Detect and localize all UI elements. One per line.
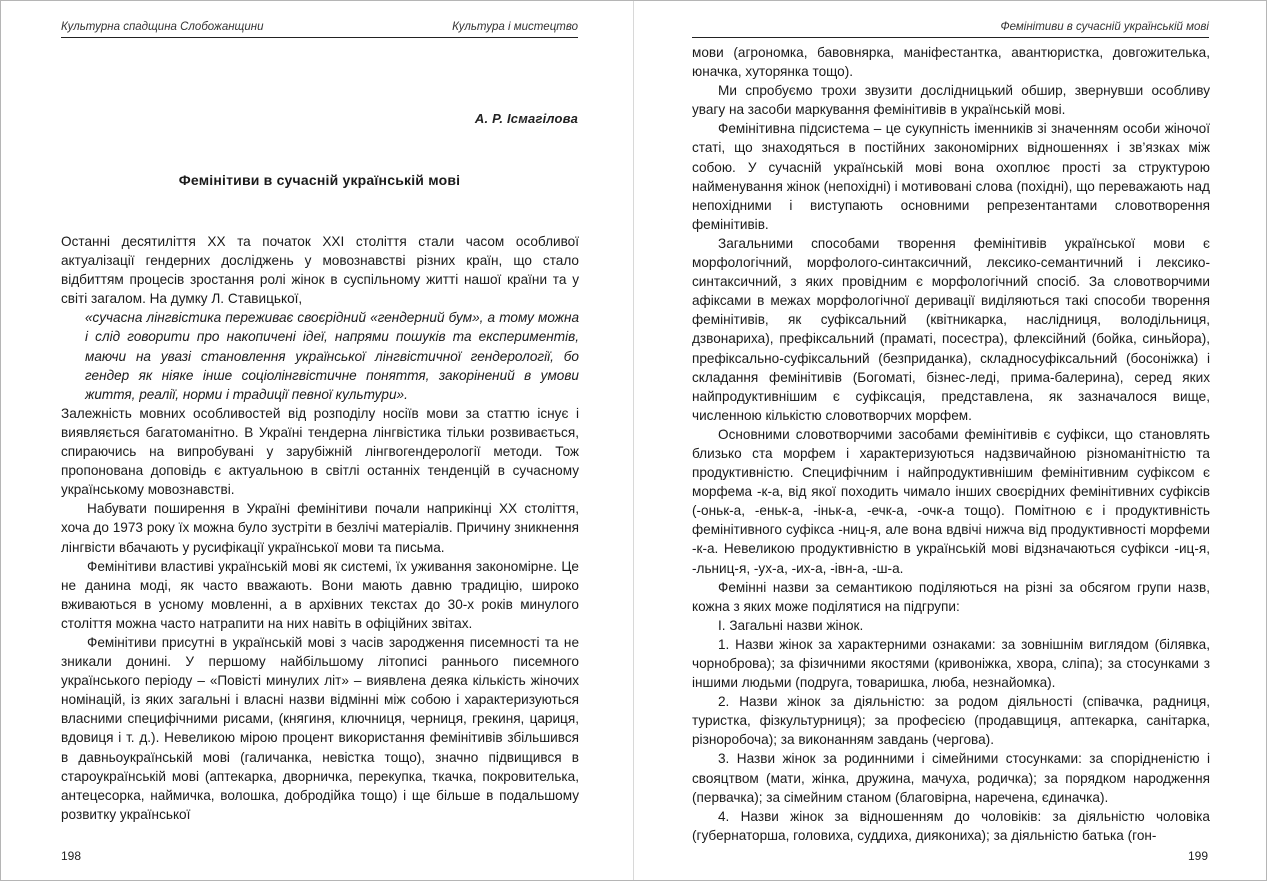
paragraph: мови (агрономка, бавовнярка, маніфестантка, авантюристка, довгожителька, юначка, хуторянка тощо). [692, 45, 1210, 80]
paragraph: Фемінітивна підсистема – це сукупність іменників зі значенням особи жіночої статі, що знаходяться в постійних закономірних відношеннях і зв’язках між собою. У сучасній українській мові вона охоплює прості за структурою найменування жінок (непохідні) і мотивовані слова (похідні), що переважають над непохідними і виступають основними репрезентантами словотворення фемінітивів. [692, 121, 1210, 232]
paragraph: Ми спробуємо трохи звузити дослідницький обшир, звернувши особливу увагу на засоби маркування фемінітивів в українській мові. [692, 83, 1210, 118]
list-item: 3. Назви жінок за родинними і сімейними стосунками: за спорідненістю і свояцтвом (мати, жінка, дружина, мачуха, родичка); за порядком народження (первачка); за сімейним станом (благовірна, наречена, єдиначка). [692, 751, 1210, 805]
block-quote: «сучасна лінгвістика переживає своєрідний «гендерний бум», а тому можна і слід говорити про накопичені ідеї, напрями пошуків та експериментів, маючи на увазі становлення української лінгвістичної гендерології, бо гендер як ніяке інше соціолінгвістичне поняття, закорінений в умови життя, реалії, норми і традиції певної культури». [85, 310, 579, 402]
left-page [1, 1, 633, 880]
page-number: 198 [61, 849, 82, 863]
paragraph: Залежність мовних особливостей від розподілу носіїв мови за статтю існує і виявляється багатоманітно. В Україні тендерна лінгвістика тільки розвивається, спираючись на випробувані у зарубіжній лінгвогендерології методи. Тож пропонована доповідь є актуальною в світлі останніх тенденцій в сучасному українському мовознавстві. [61, 405, 579, 498]
article-title: Фемінітиви в сучасній українській мові [178, 172, 461, 188]
header-section-title: Культура і мистецтво [452, 21, 578, 33]
body-text [61, 232, 579, 824]
right-page [634, 1, 1266, 880]
list-item: 2. Назви жінок за діяльністю: за родом діяльності (співачка, радниця, туристка, фізкультурниця); за професією (продавщиця, аптекарка, санітарка, різноробоча); за виконанням завдань (чергова). [692, 694, 1210, 748]
running-header [692, 19, 1209, 38]
header-journal-title: Культурна спадщина Слобожанщини [61, 21, 264, 33]
paragraph: Фемінітиви присутні в українській мові з часів зародження писемності та не зникали донині. У першому найбільшому літописі раннього писемного українського періоду – «Повісті минулих літ» – виявлена деяка кількість жіночих номінацій, із яких загальні і власні назви відмінні між собою і характеризуються власними специфічними рисами, (княгиня, ключниця, черниця, грекиня, цариця, вдовиця і т. д.). Невеликою мірою процент використання фемінітивів збільшився в давньоукраїнській мові (галичанка, невістка тощо), значно підвищився в староукраїнській мові (аптекарка, дворничка, перекупка, ткачка, покровителька, антецесорка, наймичка, волошка, добродійка тощо) і ще більше в подальшому розвитку української [61, 634, 579, 822]
list-heading: I. Загальні назви жінок. [718, 617, 864, 633]
list-item: 4. Назви жінок за відношенням до чоловіків: за діяльністю чоловіка (губернаторша, головиха, суддиха, диякониха); за діяльністю батька (гон- [692, 808, 1210, 843]
list-item: 1. Назви жінок за характерними ознаками: за зовнішнім виглядом (білявка, чорноброва); за фізичними якостями (кривоніжка, хвора, сліпа); за стосунками з іншими людьми (подруга, товаришка, люба, незнайомка). [692, 636, 1210, 691]
header-article-title: Фемінітиви в сучасній українській мові [1000, 21, 1209, 33]
paragraph: Набувати поширення в Україні фемінітиви почали наприкінці XX століття, хоча до 1973 року їх можна було зустріти в безлічі матеріалів. Причину зникнення лінгвісти вбачають у русифікації української мови та письма. [61, 501, 579, 555]
body-text [692, 43, 1210, 845]
paragraph: Фемінітиви властиві українській мові як системі, їх уживання закономірне. Це не данина моді, як часто вважають. Вони мають давню традицію, широко вживаються в усному мовленні, а в архівних текстах до 30-х років минулого століття можна часто натрапити на них навіть в офіційних звітах. [61, 558, 579, 631]
article-author: А. Р. Ісмагілова [474, 111, 578, 126]
paragraph: Останні десятиліття XX та початок XXI століття стали часом особливої актуалізації гендерних досліджень у мовознавстві різних країн, що стало відбиттям процесів зростання ролі жінок в суспільному житті нашої країни та у світі загалом. На думку Л. Ставицької, [61, 234, 579, 307]
paragraph: Загальними способами творення фемінітивів української мови є морфологічний, морфолого-синтаксичний, лексико-семантичний і лексико-синтаксичний, з яких провідним є морфологічний спосіб. За словотворчими афіксами в межах морфологічної деривації виділяються такі способи творення фемінітивів, як суфіксальний (квітникарка, наслідниця, володільниця, дзвонариха), префіксальний (праматі, посестра), флексійний (бойка, синьйора), префіксально-суфіксальний (безприданка), складносуфіксальний (босоніжка) і складання фемінітивів (Богоматі, бізнес-леді, прима-балерина), серед яких найпродуктивнішим є суфіксація, представлена, як зазначалося вище, численною кількістю словотворчих морфем. [692, 235, 1210, 423]
page-number: 199 [1187, 849, 1208, 863]
paragraph: Основними словотворчими засобами фемінітивів є суфікси, що становлять близько ста морфем і характеризуються надзвичайною різноманітністю та продуктивністю. Специфічним і найпродуктивнішим фемінітивним суфіксом є морфема -к-а, від якої походить чимало інших своєрідних фемінітивних суфіксів (-оньк-а, -еньк-а, -іньк-а, -ечк-а, -очк-а тощо). Помітною є і продуктивність фемінітивного суфікса -ниц-я, але вона вдвічі нижча від продуктивності морфеми -к-а. Невеликою продуктивністю в українській мові відзначаються суфікси -иц-я, -льниц-я, -ух-а, -их-а, -івн-а, -ш-а. [692, 426, 1210, 576]
running-header [61, 19, 578, 38]
paragraph: Фемінні назви за семантикою поділяються на різні за обсягом групи назв, кожна з яких може поділятися на підгрупи: [692, 579, 1210, 614]
